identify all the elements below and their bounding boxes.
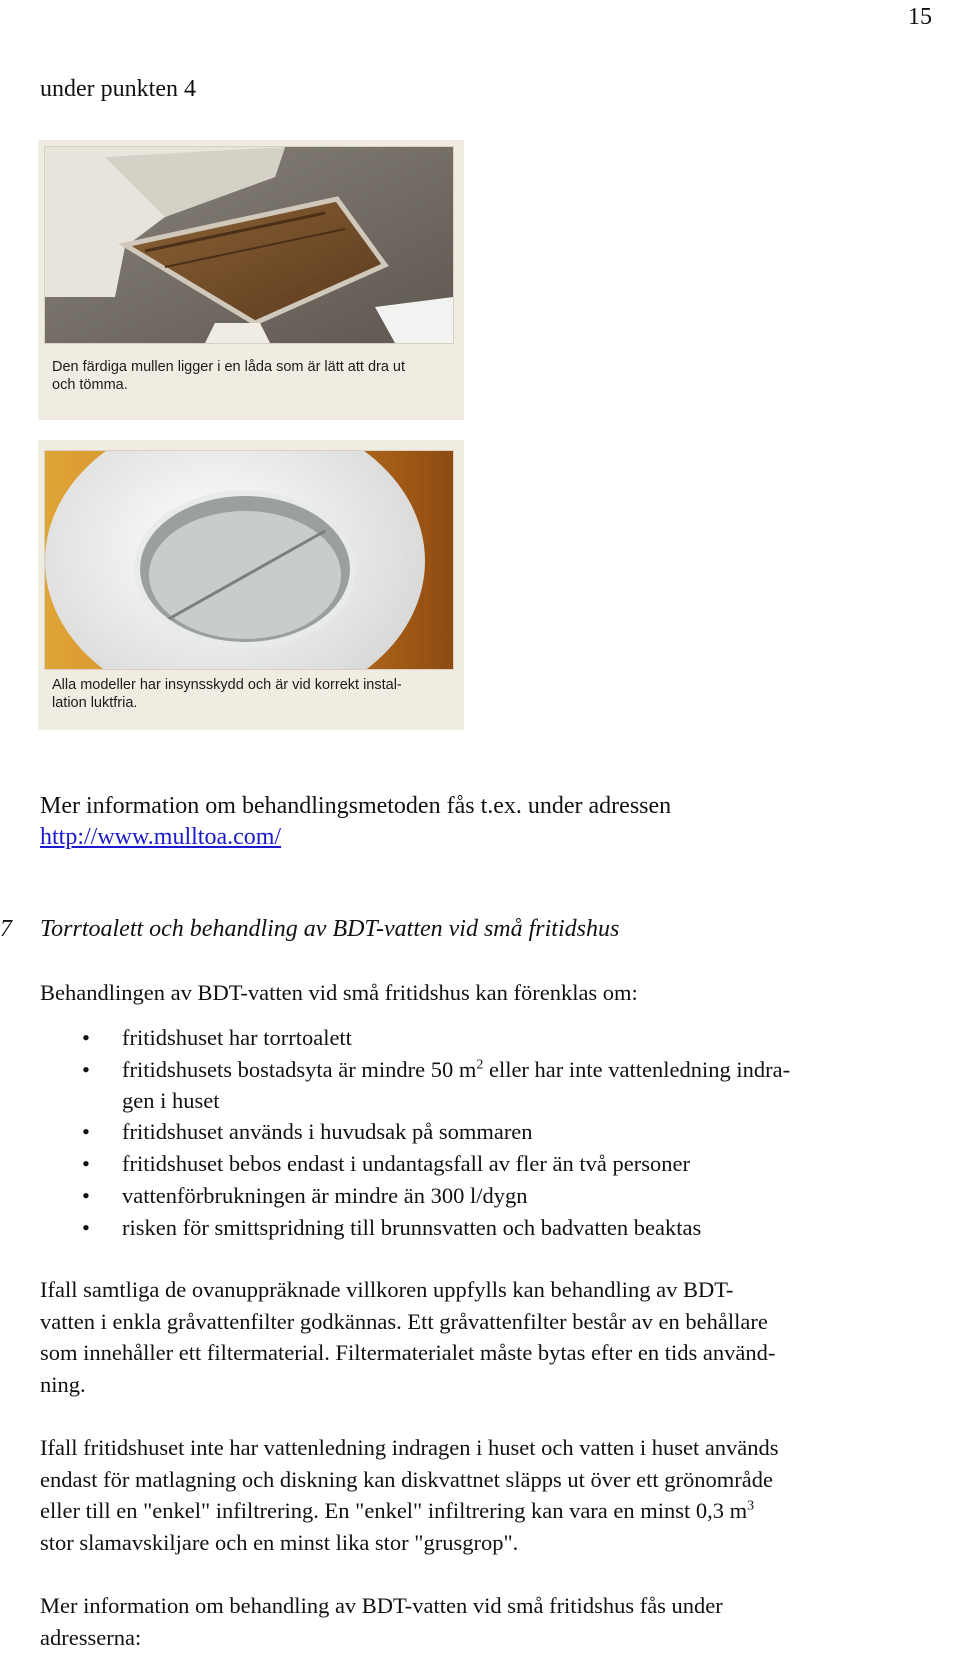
paragraph-line: adresserna: [40,1622,723,1653]
paragraph-line: stor slamavskiljare och en minst lika stor "grusgrop". [40,1527,779,1559]
section-number: 7 [0,916,12,943]
mulltoa-link[interactable]: http://www.mulltoa.com/ [40,822,281,852]
figure2-caption-line2: lation luktfria. [52,694,402,712]
superscript: 3 [747,1499,754,1514]
toilet-seat-photo [44,450,454,670]
list-intro: Behandlingen av BDT-vatten vid små fritidshus kan förenklas om: [40,978,638,1008]
section-title: Torrtoalett och behandling av BDT-vatten vid små fritidshus [40,916,619,943]
bullet-icon: • [82,1116,90,1148]
more-info-text: Mer information om behandlingsmetoden fås t.ex. under adressen [40,791,671,821]
figure2-caption [52,676,402,712]
figure1-caption-line1: Den färdiga mullen ligger i en låda som är lätt att dra ut [52,358,405,376]
paragraph-line: Ifall fritidshuset inte har vattenledning indragen i huset och vatten i huset används [40,1432,779,1464]
list-item-text-part2: eller har inte vattenledning indra- [483,1057,790,1082]
paragraph-filter [40,1274,775,1400]
intro-text: under punkten 4 [40,74,196,104]
compost-drawer-photo [44,146,454,344]
paragraph-line: som innehåller ett filtermaterial. Filtermaterialet måste bytas efter en tids använd- [40,1337,775,1369]
figure1-caption-line2: och tömma. [52,376,405,394]
paragraph-line: vatten i enkla gråvattenfilter godkännas. Ett gråvattenfilter består av en behållare [40,1306,775,1338]
paragraph-infiltration [40,1432,779,1558]
list-item-text: fritidshuset bebos endast i undantagsfall av fler än två personer [122,1148,690,1179]
figure2-caption-line1: Alla modeller har insynsskydd och är vid korrekt instal- [52,676,402,694]
list-item-text-line2: gen i huset [122,1088,219,1113]
figure-toilet-seat [38,440,464,730]
figure1-caption [52,358,405,394]
list-item-text-part1: fritidshusets bostadsyta är mindre 50 m [122,1057,476,1082]
list-item-text: fritidshuset används i huvudsak på sommaren [122,1116,533,1147]
bullet-icon: • [82,1180,90,1212]
bullet-icon: • [82,1212,90,1244]
paragraph-more-info [40,1590,723,1653]
paragraph-line: Mer information om behandling av BDT-vatten vid små fritidshus fås under [40,1590,723,1622]
list-item-text: vattenförbrukningen är mindre än 300 l/dygn [122,1180,528,1211]
paragraph-line-text: eller till en "enkel" infiltrering. En "enkel" infiltrering kan vara en minst 0,3 m [40,1498,747,1523]
list-item-text: fritidshuset har torrtoalett [122,1022,352,1053]
bullet-icon: • [82,1054,90,1086]
list-item-text: risken för smittspridning till brunnsvatten och badvatten beaktas [122,1212,701,1243]
list-item-text [122,1054,790,1116]
paragraph-line: endast för matlagning och diskning kan diskvattnet släpps ut över ett grönområde [40,1464,779,1496]
paragraph-line: ning. [40,1369,775,1401]
paragraph-line [40,1495,779,1527]
paragraph-line: Ifall samtliga de ovanuppräknade villkoren uppfylls kan behandling av BDT- [40,1274,775,1306]
page-number: 15 [908,4,932,31]
bullet-icon: • [82,1022,90,1054]
bullet-icon: • [82,1148,90,1180]
superscript: 2 [476,1058,483,1073]
figure-compost-drawer [38,140,464,420]
